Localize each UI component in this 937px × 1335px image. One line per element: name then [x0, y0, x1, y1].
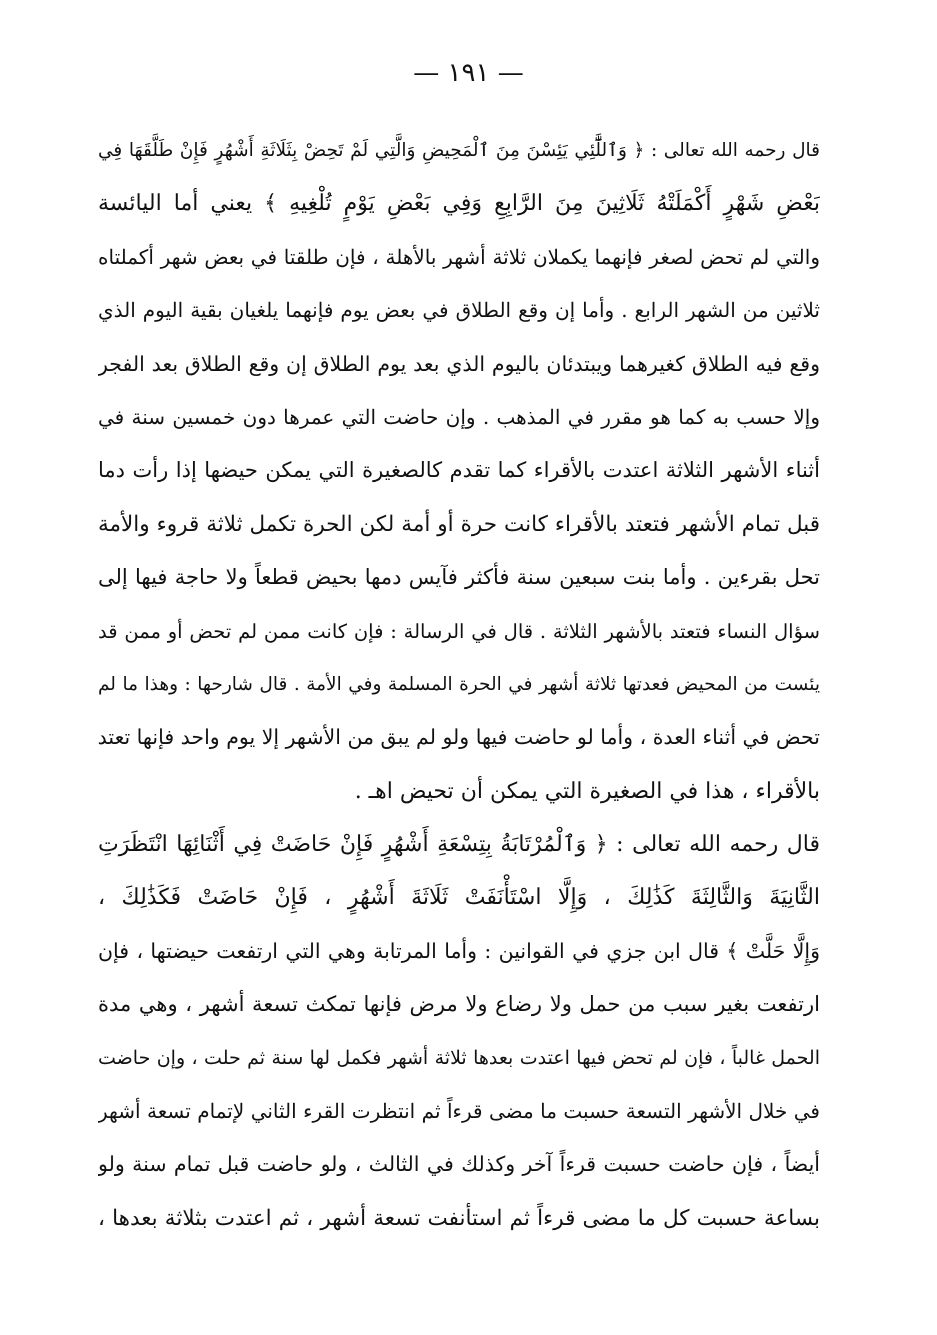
text-line: بَعْضِ شَهْرٍ أَكْمَلَتْهُ ثَلَاثِينَ مِنَ الرَّابِعِ وَفِي بَعْضِ يَوْمٍ تُلْغِيهِ ﴾ يعني أما اليائسة: [98, 191, 820, 217]
text-line: وإلا حسب به كما هو مقرر في المذهب . وإن حاضت التي عمرها دون خمسين سنة في: [98, 404, 820, 429]
text-line: تحض في أثناء العدة ، وأما لو حاضت فيها ولو لم يبق من الأشهر إلا يوم واحد فإنها تعتد: [98, 725, 820, 750]
text-line: ارتفعت بغير سبب من حمل ولا رضاع ولا مرض فإنها تمكث تسعة أشهر ، وهي مدة: [98, 992, 820, 1017]
text-line: أيضاً ، فإن حاضت حسبت قرءاً آخر وكذلك في الثالث ، ولو حاضت قبل تمام سنة ولو: [98, 1152, 820, 1177]
page-number: — ١٩١ —: [413, 58, 524, 88]
text-line: قبل تمام الأشهر فتعتد بالأقراء كانت حرة أو أمة لكن الحرة تكمل ثلاثة قروء والأمة: [98, 511, 820, 537]
body-text: [98, 124, 820, 1245]
text-line: قال رحمه الله تعالى : ﴿ وَٱلْمُرْتَابَةُ بِتِسْعَةِ أَشْهُرٍ فَإِنْ حَاضَتْ فِي أَثْنَائِهَا انْتَظَرَتِ: [98, 832, 820, 858]
text-line: بالأقراء ، هذا في الصغيرة التي يمكن أن تحيض اهـ .: [354, 778, 820, 804]
text-line: والتي لم تحض لصغر فإنهما يكملان ثلاثة أشهر بالأهلة ، فإن طلقتا في بعض شهر أكملتاه: [98, 244, 820, 269]
text-line: وَإِلَّا حَلَّتْ ﴾ قال ابن جزي في القوانين : وأما المرتابة وهي التي ارتفعت حيضتها ، فإن: [98, 938, 820, 963]
text-line: سؤال النساء فتعتد بالأشهر الثلاثة . قال في الرسالة : فإن كانت ممن لم تحض أو ممن قد: [98, 619, 820, 643]
text-line: يئست من المحيض فعدتها ثلاثة أشهر في الحرة المسلمة وفي الأمة . قال شارحها : وهذا ما لم: [98, 673, 820, 695]
paragraph-1: [98, 124, 820, 818]
text-line: أثناء الأشهر الثلاثة اعتدت بالأقراء كما تقدم كالصغيرة التي يمكن حيضها إذا رأت دما: [98, 458, 820, 483]
text-line: بساعة حسبت كل ما مضى قرءاً ثم استأنفت تسعة أشهر ، ثم اعتدت بثلاثة بعدها ،: [98, 1205, 820, 1231]
text-line: الحمل غالباً ، فإن لم تحض فيها اعتدت بعدها ثلاثة أشهر فكمل لها سنة ثم حلت ، وإن حاضت: [98, 1046, 820, 1069]
text-line: قال رحمه الله تعالى : ﴿ وَٱللَّٰٓئِي يَئِسْنَ مِنَ ٱلْمَحِيضِ وَالَّتِي لَمْ تَحِضْ بِثَلَاثَةِ أَشْهُرٍ فَإِنْ طَلَّقَهَا فِي: [98, 140, 820, 161]
text-line: تحل بقرءين . وأما بنت سبعين سنة فأكثر فآيس دمها بحيض قطعاً ولا حاجة فيها إلى: [98, 565, 820, 590]
text-line: وقع فيه الطلاق كغيرهما ويبتدئان باليوم الذي بعد يوم الطلاق إن وقع الطلاق بعد الفجر: [98, 351, 820, 376]
text-line: في خلال الأشهر التسعة حسبت ما مضى قرءاً ثم انتظرت القرء الثاني لإتمام تسعة أشهر: [98, 1099, 820, 1124]
paragraph-2: [98, 818, 820, 1245]
text-line: ثلاثين من الشهر الرابع . وأما إن وقع الطلاق في بعض يوم فإنهما يلغيان بقية اليوم الذي: [98, 298, 820, 323]
text-line: الثَّانِيَةَ وَالثَّالِثَةَ كَذَٰلِكَ ، وَإِلَّا اسْتَأْنَفَتْ ثَلَاثَةَ أَشْهُرٍ ، فَإِنْ حَاضَتْ فَكَذَٰلِكَ ،: [98, 885, 820, 911]
